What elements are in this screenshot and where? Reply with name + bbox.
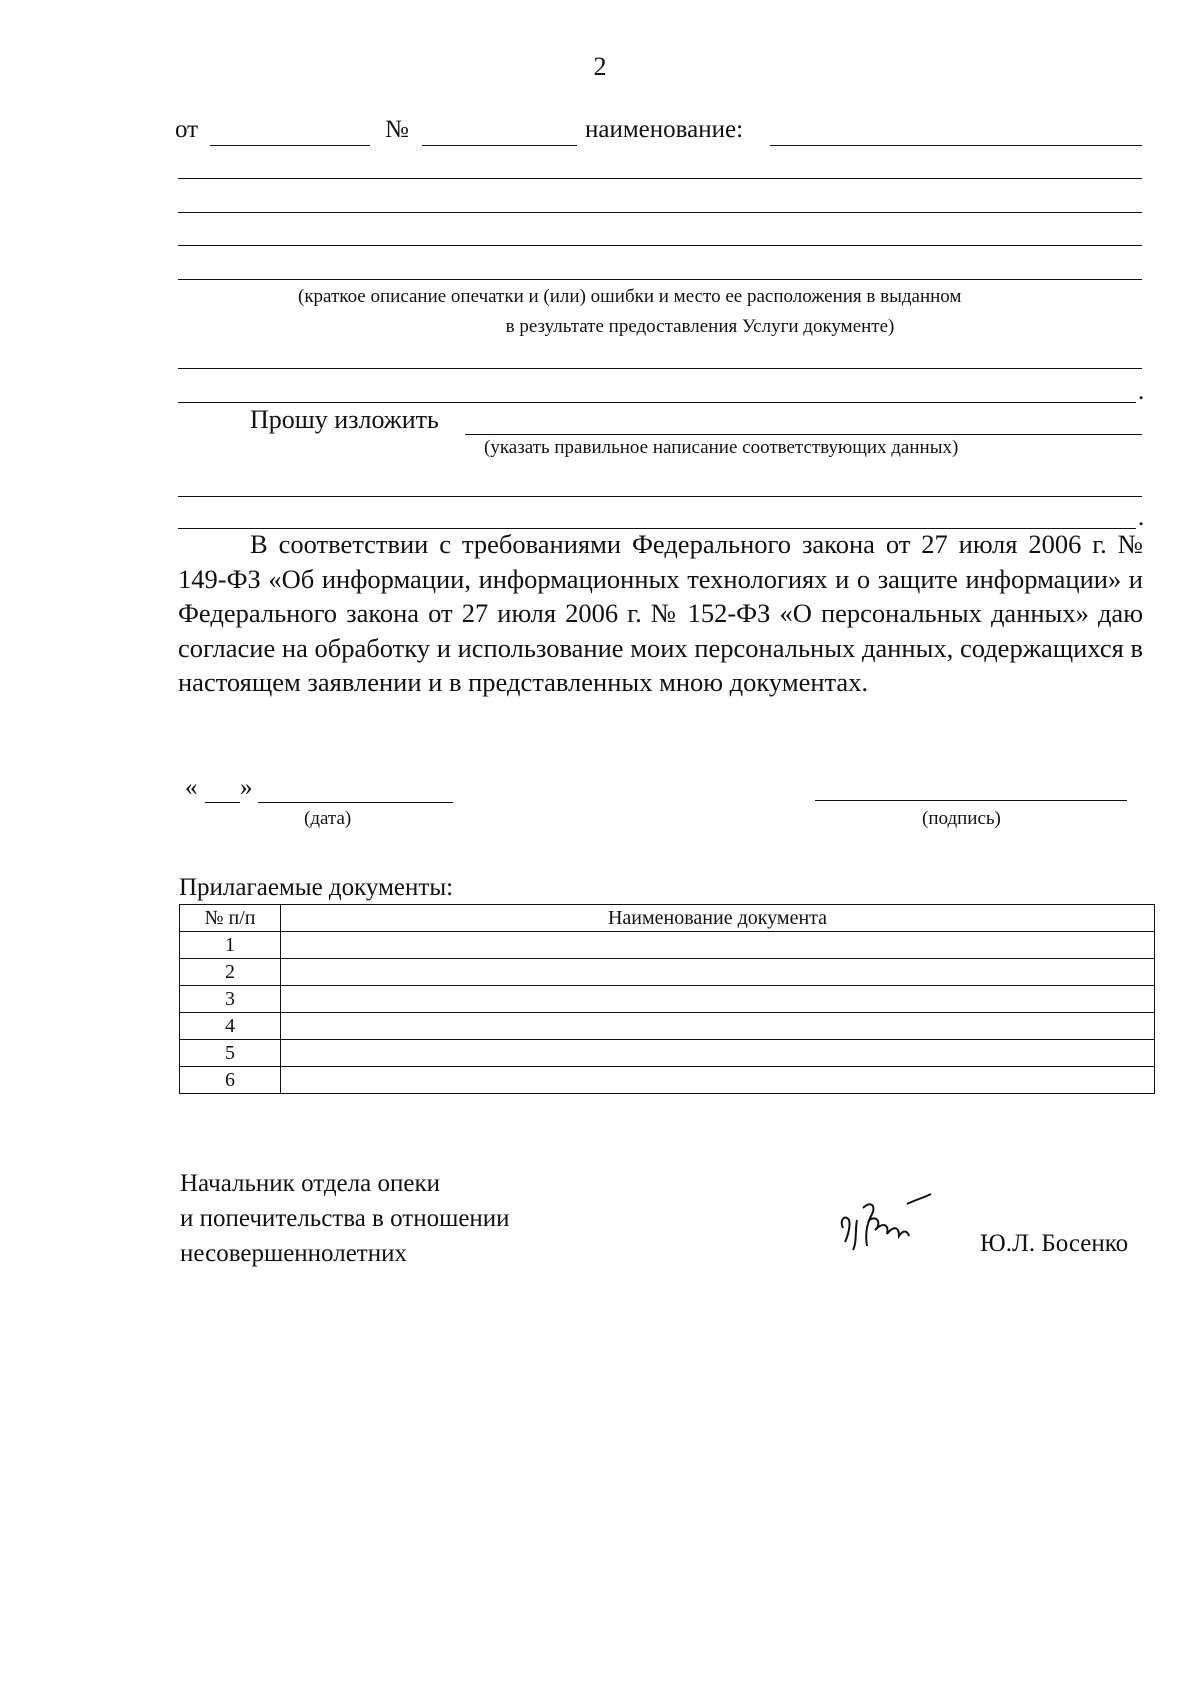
- table-row: [180, 986, 1155, 1013]
- signatory-title-line-2: и попечительства в отношении: [180, 1205, 510, 1232]
- error-hint-line-1: (краткое описание опечатки и (или) ошибки и место ее расположения в выданном: [298, 286, 962, 307]
- date-close-quote: »: [240, 774, 253, 801]
- signatory-title-line-1: Начальник отдела опеки: [180, 1170, 440, 1197]
- date-open-quote: «: [185, 774, 198, 801]
- from-label: от: [175, 116, 199, 143]
- signature-field-line[interactable]: [815, 800, 1127, 801]
- document-name-cell[interactable]: [281, 959, 1155, 986]
- signature-caption: (подпись): [922, 808, 1001, 829]
- description-line-4[interactable]: [178, 279, 1142, 280]
- description-line-2[interactable]: [178, 212, 1142, 213]
- signatory-title-line-3: несовершеннолетних: [180, 1240, 407, 1267]
- request-line-2[interactable]: [178, 496, 1142, 497]
- date-caption: (дата): [304, 808, 352, 829]
- description-line-3[interactable]: [178, 245, 1142, 246]
- row-number: 1: [180, 932, 281, 959]
- column-header-number: № п/п: [180, 905, 281, 932]
- signatory-name: Ю.Л. Босенко: [980, 1230, 1129, 1257]
- attachments-table: [179, 904, 1155, 1094]
- document-name-cell[interactable]: [281, 986, 1155, 1013]
- attachments-label: Прилагаемые документы:: [179, 874, 454, 901]
- request-label: Прошу изложить: [250, 405, 439, 434]
- month-year-field-line[interactable]: [258, 802, 453, 803]
- row-number: 3: [180, 986, 281, 1013]
- column-header-name: Наименование документа: [281, 905, 1155, 932]
- number-label: №: [385, 116, 409, 143]
- request-field-line[interactable]: [465, 434, 1142, 435]
- period-mark-1: .: [1138, 378, 1145, 405]
- table-row: [180, 932, 1155, 959]
- name-field-line[interactable]: [770, 145, 1142, 146]
- document-name-cell[interactable]: [281, 1067, 1155, 1094]
- signatory-title: [180, 1166, 510, 1271]
- day-field-line[interactable]: [205, 802, 240, 803]
- table-header-row: [180, 905, 1155, 932]
- page-number: 2: [593, 52, 607, 81]
- description-line-6[interactable]: [178, 402, 1136, 403]
- row-number: 5: [180, 1040, 281, 1067]
- table-row: [180, 959, 1155, 986]
- number-field-line[interactable]: [422, 145, 577, 146]
- row-number: 6: [180, 1067, 281, 1094]
- description-line-1[interactable]: [178, 178, 1142, 179]
- table-row: [180, 1040, 1155, 1067]
- table-row: [180, 1067, 1155, 1094]
- consent-paragraph: В соответствии с требованиями Федерального закона от 27 июля 2006 г. № 149-ФЗ «Об информации, информационных технологиях и о защите информации» и Федерального закона от 27 июля 2006 г. № 152-ФЗ «О персональных данных» даю согласие на обработку и использование моих персональных данных, содержащихся в настоящем заявлении и в представленных мною документах.: [178, 529, 1143, 697]
- error-hint: [178, 282, 1142, 342]
- period-mark-2: .: [1138, 504, 1145, 531]
- document-name-cell[interactable]: [281, 1040, 1155, 1067]
- document-name-cell[interactable]: [281, 1013, 1155, 1040]
- description-line-5[interactable]: [178, 368, 1142, 369]
- row-number: 2: [180, 959, 281, 986]
- request-hint: (указать правильное написание соответствующих данных): [484, 437, 959, 458]
- name-label: наименование:: [585, 116, 744, 143]
- date-field-line[interactable]: [210, 145, 370, 146]
- handwritten-signature: [835, 1190, 955, 1260]
- document-name-cell[interactable]: [281, 932, 1155, 959]
- row-number: 4: [180, 1013, 281, 1040]
- table-row: [180, 1013, 1155, 1040]
- error-hint-line-2: в результате предоставления Услуги документе): [505, 316, 895, 337]
